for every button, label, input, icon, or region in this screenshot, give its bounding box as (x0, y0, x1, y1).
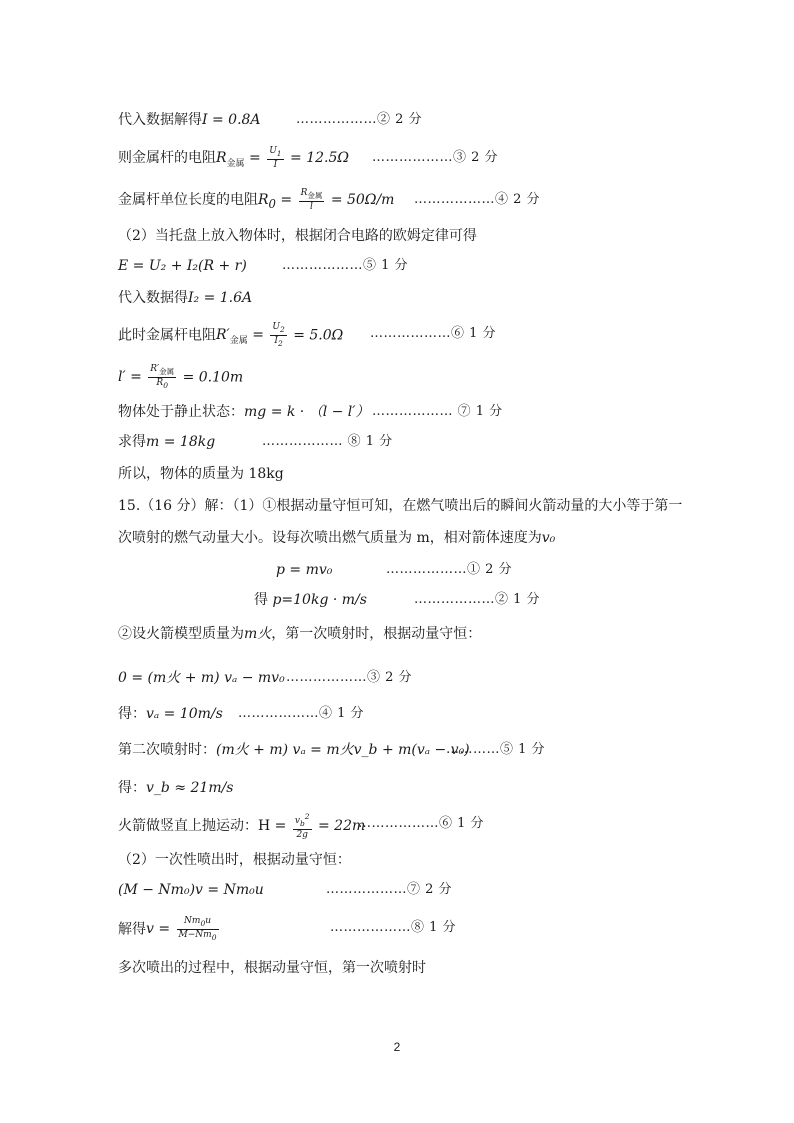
formula: (M − Nm₀)v = Nm₀u (118, 882, 264, 898)
score-mark: ………………④ 1 分 (238, 706, 365, 721)
score-mark: ………………④ 2 分 (414, 192, 541, 207)
answer-line-7 (118, 322, 343, 346)
line-text: 此时金属杆电阻 (118, 327, 216, 344)
formula: m = 18kg (146, 434, 216, 450)
answer-line-22: （2）一次性喷出时，根据动量守恒： (118, 852, 351, 868)
question-15-header: 15.（16 分）解：（1）①根据动量守恒可知，在燃气喷出后的瞬间火箭动量的大小等于第一 (118, 498, 683, 514)
line-text: 则金属杆的电阻 (118, 150, 216, 166)
answer-line-1 (118, 108, 261, 132)
score-mark: ………………⑥ 1 分 (358, 816, 485, 831)
answer-line-21 (118, 812, 366, 840)
formula-result: = 50Ω/m (326, 192, 395, 208)
formula: mg = k · （l − l′） (244, 404, 370, 420)
score-mark: ………………⑥ 1 分 (370, 326, 497, 341)
score-mark: ……………… ⑦ 1 分 (372, 404, 503, 419)
resistance-symbol: $R'_{金属}$ = $\frac{U_2}{I_2}$ (216, 322, 285, 348)
formula: E = U₂ + I₂(R + r) (118, 258, 247, 274)
formula-result: = 22m (313, 817, 366, 834)
answer-line-10 (118, 430, 215, 454)
score-mark: ………………② 1 分 (414, 592, 541, 607)
formula: v₀ (541, 530, 556, 546)
resistance-per-length-symbol: $R_0$ = $\frac{R_{金属}}{l}$ (258, 188, 323, 212)
velocity-formula: v = $\frac{Nm_0u}{M-Nm_0}$ (146, 916, 217, 942)
line-text: 代入数据得 (118, 290, 188, 306)
formula: (m火 + m) vₐ = m火v_b + m(vₐ − v₀) (216, 742, 470, 758)
formula: m火 (244, 626, 272, 642)
resistance-symbol: $R_{金属}$ = $\frac{U_1}{I}$ (216, 146, 282, 170)
answer-line-9 (118, 400, 369, 424)
answer-line-17 (118, 666, 285, 690)
line-text: 求得 (118, 434, 146, 450)
answer-line-11: 所以，物体的质量为 18kg (118, 466, 284, 482)
score-mark: ………………② 2 分 (296, 112, 423, 127)
answer-line-18 (118, 702, 223, 726)
score-mark: ………………⑤ 1 分 (282, 258, 409, 273)
formula: p = mv₀ (276, 562, 333, 578)
line-text: 物体处于静止状态： (118, 404, 244, 420)
line-text: 得： (118, 780, 146, 796)
formula: p=10kg · m/s (272, 592, 367, 608)
answer-line-13 (118, 526, 555, 550)
answer-line-24 (118, 916, 221, 940)
line-text: 火箭做竖直上抛运动： (118, 817, 258, 834)
answer-line-4: （2）当托盘上放入物体时，根据闭合电路的欧姆定律可得 (118, 228, 477, 244)
answer-line-2 (118, 146, 349, 170)
formula: v_b ≈ 21m/s (146, 780, 234, 796)
score-mark: ………………① 2 分 (386, 562, 513, 577)
score-mark: ………………③ 2 分 (286, 670, 413, 685)
line-text: 金属杆单位长度的电阻 (118, 192, 258, 208)
score-mark: ………………⑧ 1 分 (330, 920, 457, 935)
line-text: 解得 (118, 921, 146, 938)
answer-line-5 (118, 254, 247, 278)
answer-line-3 (118, 188, 394, 212)
formula: vₐ = 10m/s (146, 706, 223, 722)
answer-line-16 (118, 622, 481, 646)
length-formula: l′ = $\frac{R'_{金属}}{R_0}$ (118, 364, 175, 390)
line-text: 次喷射的燃气动量大小。设每次喷出燃气质量为 m，相对箭体速度为 (118, 530, 542, 546)
answer-line-25: 多次喷出的过程中，根据动量守恒，第一次喷射时 (118, 960, 426, 976)
answer-line-8 (118, 364, 243, 388)
score-mark: ………………⑦ 2 分 (326, 882, 453, 897)
score-mark: ……………… ⑧ 1 分 (262, 434, 393, 449)
line-text: 第二次喷射时： (118, 742, 216, 758)
line-text: 代入数据解得 (118, 112, 202, 128)
line-text: ②设火箭模型质量为 (118, 626, 244, 642)
answer-line-14 (276, 558, 332, 582)
score-mark: …………⑤ 1 分 (446, 742, 546, 757)
formula: 0 = (m火 + m) vₐ − mv₀ (118, 670, 285, 686)
line-text-continued: ，第一次喷射时，根据动量守恒： (271, 626, 482, 642)
answer-line-23 (118, 878, 264, 902)
answer-line-6 (118, 286, 252, 310)
formula-result: = 5.0Ω (288, 327, 344, 344)
height-formula: H = $\frac{v_b^2}{2g}$ (258, 812, 310, 840)
answer-line-20 (118, 776, 234, 800)
formula-result: = 12.5Ω (285, 150, 349, 166)
score-mark: ………………③ 2 分 (372, 150, 499, 165)
answer-line-19 (118, 738, 470, 762)
answer-line-15 (254, 588, 367, 612)
line-text: 得： (118, 706, 146, 722)
formula-result: = 0.10m (178, 369, 244, 386)
page-number: 2 (393, 1040, 401, 1054)
formula: I = 0.8A (202, 112, 261, 128)
formula: I₂ = 1.6A (188, 290, 253, 306)
line-text: 得 (254, 592, 268, 608)
